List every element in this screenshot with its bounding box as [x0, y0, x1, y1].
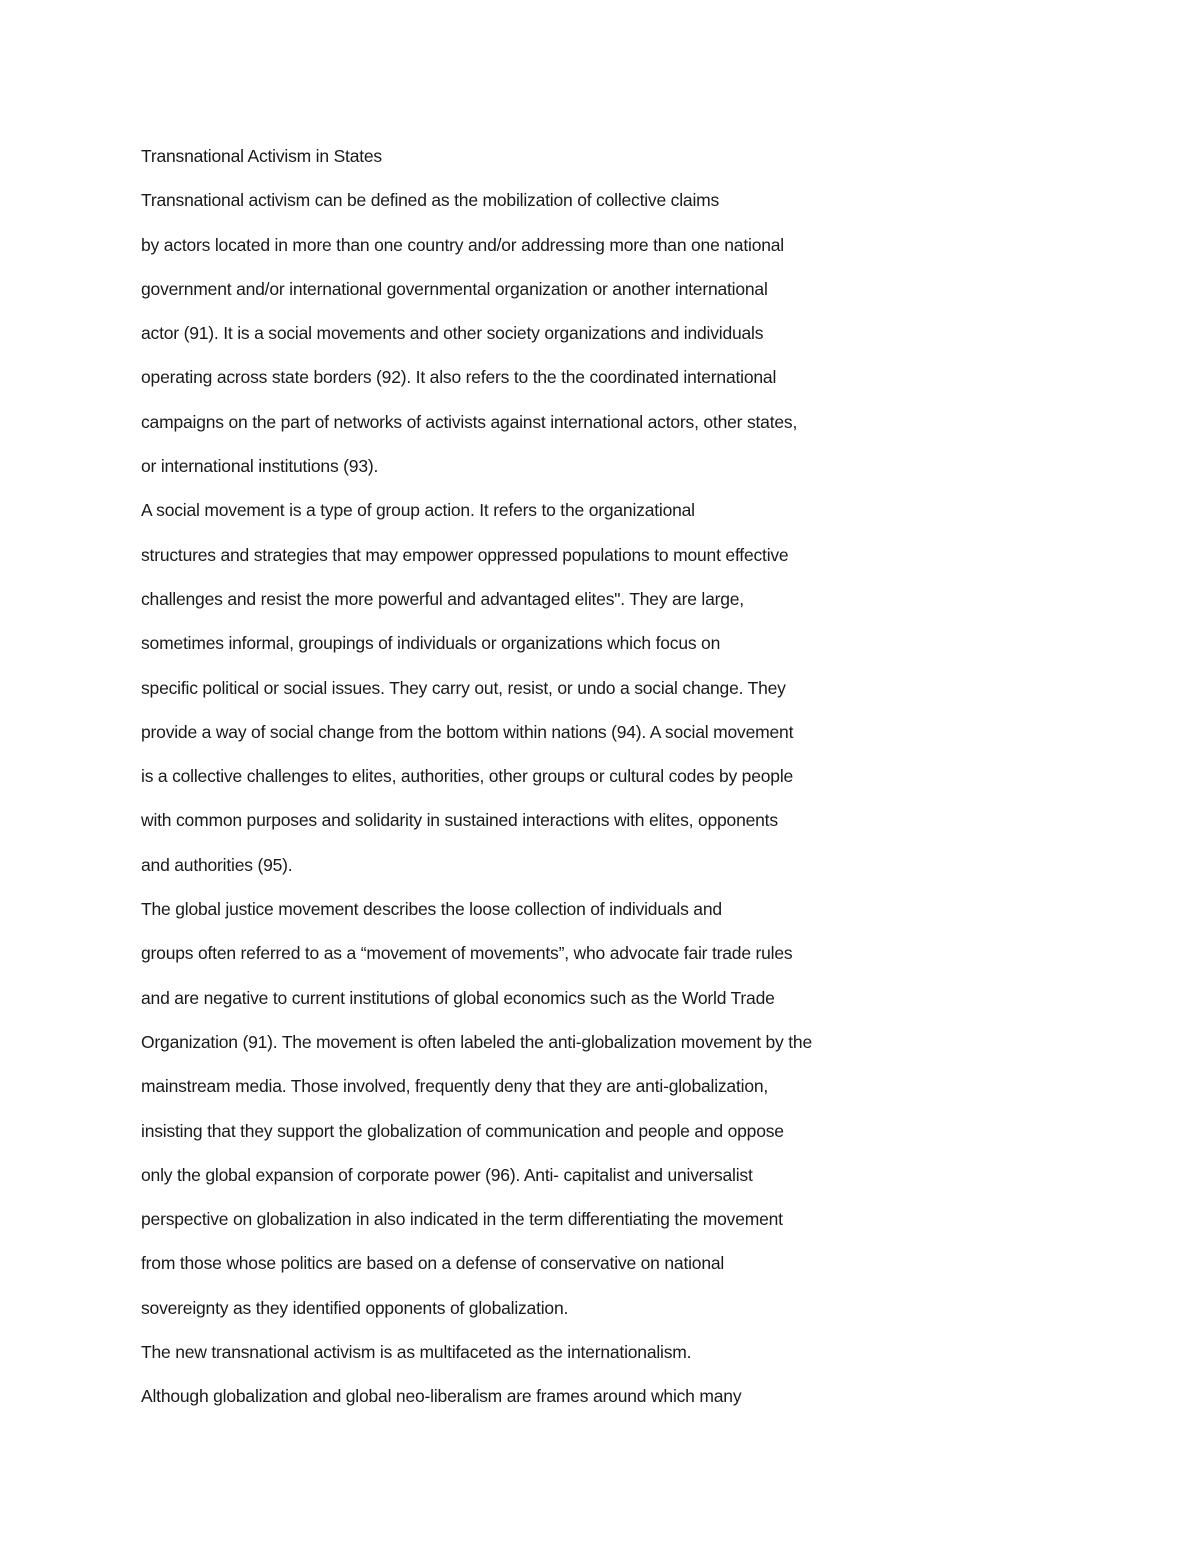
text-line: only the global expansion of corporate power (96). Anti- capitalist and universalist [141, 1164, 753, 1185]
text-line: challenges and resist the more powerful and advantaged elites". They are large, [141, 588, 744, 609]
text-line: Although globalization and global neo-liberalism are frames around which many [141, 1386, 742, 1407]
text-line: Transnational activism can be defined as the mobilization of collective claims [141, 190, 720, 211]
text-line: by actors located in more than one country and/or addressing more than one national [141, 234, 784, 255]
text-line: mainstream media. Those involved, frequently deny that they are anti-globalization, [141, 1076, 769, 1097]
text-line: or international institutions (93). [141, 456, 379, 477]
text-line: sometimes informal, groupings of individuals or organizations which focus on [141, 633, 721, 654]
text-line: structures and strategies that may empower oppressed populations to mount effective [141, 544, 789, 565]
text-line: operating across state borders (92). It also refers to the the coordinated international [141, 367, 777, 388]
text-line: groups often referred to as a “movement of movements”, who advocate fair trade rules [141, 943, 793, 964]
document-title: Transnational Activism in States [141, 146, 382, 166]
text-line: perspective on globalization in also indicated in the term differentiating the movement [141, 1209, 783, 1230]
text-line: and are negative to current institutions of global economics such as the World Trade [141, 987, 775, 1008]
text-line: and authorities (95). [141, 854, 293, 875]
text-line: with common purposes and solidarity in sustained interactions with elites, opponents [141, 810, 778, 831]
text-line: government and/or international governmental organization or another international [141, 278, 768, 299]
text-line: actor (91). It is a social movements and other society organizations and individuals [141, 323, 764, 344]
text-line: sovereignty as they identified opponents of globalization. [141, 1297, 569, 1318]
text-line: from those whose politics are based on a defense of conservative on national [141, 1253, 725, 1274]
text-line: The global justice movement describes the loose collection of individuals and [141, 899, 722, 920]
document-body [141, 140, 941, 1425]
text-line: is a collective challenges to elites, authorities, other groups or cultural codes by people [141, 766, 794, 787]
text-line: A social movement is a type of group action. It refers to the organizational [141, 500, 695, 521]
text-line: specific political or social issues. They carry out, resist, or undo a social change. They [141, 677, 786, 698]
text-line: provide a way of social change from the bottom within nations (94). A social movement [141, 721, 794, 742]
text-line: insisting that they support the globalization of communication and people and oppose [141, 1120, 784, 1141]
text-line: campaigns on the part of networks of activists against international actors, other states, [141, 411, 798, 432]
text-line: The new transnational activism is as multifaceted as the internationalism. [141, 1342, 692, 1363]
text-line: Organization (91). The movement is often labeled the anti-globalization movement by the [141, 1031, 812, 1052]
